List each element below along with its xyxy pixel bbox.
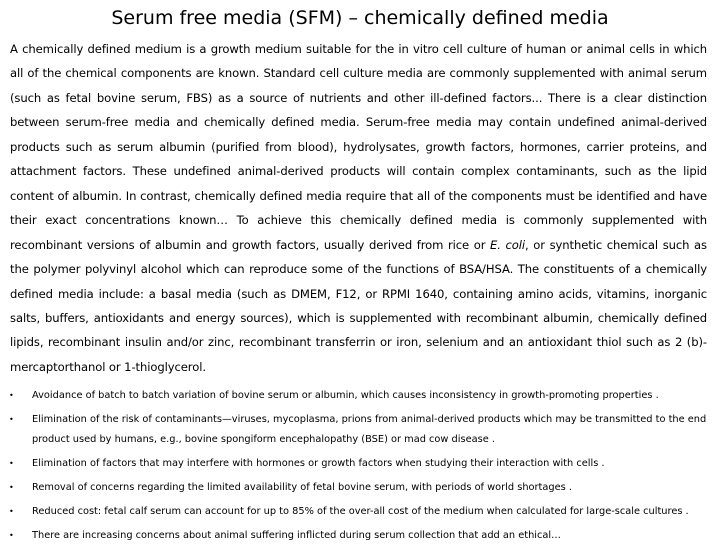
bullet-dot-icon: • (9, 483, 14, 493)
bullet-dot-icon: • (9, 391, 14, 400)
bullet-text: Elimination of the risk of contaminants—viruses, mycoplasma, prions from animal-derived products which may be transmitted to the end product used by humans, e.g., bovine spongiform encephalopathy (BSE) or mad cow disease . (32, 413, 707, 446)
bullet-text: Removal of concerns regarding the limited availability of fetal bovine serum, with periods of world shortages . (32, 482, 572, 494)
body-paragraph (10, 37, 707, 379)
paragraph-text-part-1: A chemically defined medium is a growth medium suitable for the in vitro cell culture of human or animal cells in which all of the chemical components are known. Standard cell culture media are commonly supplemented with animal serum (such as fetal bovine serum, FBS) as a source of nutrients and other ill-defined factors... There is a clear distinction between serum-free media and chemically defined media. Serum-free media may contain undefined animal-derived products such as serum albumin (purified from blood), hydrolysates, growth factors, hormones, carrier proteins, and attachment factors. These undefined animal-derived products will contain complex contaminants, such as the lipid content of albumin. In contrast, chemically defined media require that all of the components must be identified and have their exact concentrations known… To achieve this chemically defined media is commonly supplemented with recombinant versions of albumin and growth factors, usually derived from rice or (10, 42, 707, 252)
bullet-dot-icon: • (9, 530, 14, 540)
bullet-item (0, 410, 720, 451)
bullet-dot-icon: • (9, 507, 14, 517)
bullet-item (0, 454, 720, 475)
bullet-dot-icon: • (9, 459, 14, 469)
bullet-item (0, 478, 720, 499)
bullet-text: Reduced cost: fetal calf serum can account for up to 85% of the over-all cost of the medium when calculated for large-scale cultures . (32, 506, 689, 518)
bullet-text: Avoidance of batch to batch variation of bovine serum or albumin, which causes inconsistency in growth-promoting properties . (32, 390, 659, 401)
slide-title: Serum free media (SFM) – chemically defined media (111, 7, 609, 29)
bullet-item (0, 502, 720, 523)
bullet-dot-icon: • (9, 414, 14, 424)
bullet-item (0, 386, 720, 407)
paragraph-italic-organism: E. coli (490, 237, 526, 252)
bullet-text: There are increasing concerns about animal suffering inflicted during serum collection that add an ethical… (32, 529, 561, 541)
benefits-bullet-list (0, 386, 720, 550)
bullet-text: Elimination of factors that may interfere with hormones or growth factors when studying their interaction with cells . (32, 458, 605, 470)
bullet-item (0, 526, 720, 547)
paragraph-text-part-2: , or synthetic chemical such as the polymer polyvinyl alcohol which can reproduce some of the functions of BSA/HSA. The constituents of a chemically defined media include: a basal media (such as DMEM, F12, or RPMI 1640, containing amino acids, vitamins, inorganic salts, buffers, antioxidants and energy sources), which is supplemented with recombinant albumin, chemically defined lipids, recombinant insulin and/or zinc, recombinant transferrin or iron, selenium and an antioxidant thiol such as 2 (b)-mercaptorthanol or 1-thioglycerol. (10, 237, 708, 374)
